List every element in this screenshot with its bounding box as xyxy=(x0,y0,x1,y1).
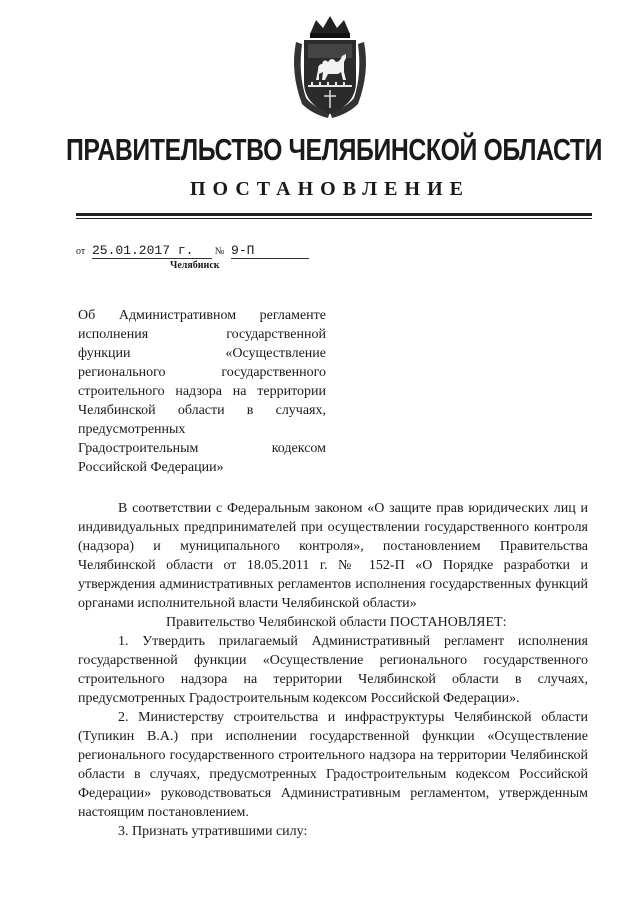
subject-line: регионального государственного xyxy=(78,365,326,380)
subject-line: Об Административном регламенте xyxy=(78,308,326,323)
government-title: ПРАВИТЕЛЬСТВО ЧЕЛЯБИНСКОЙ ОБЛАСТИ xyxy=(66,132,603,167)
document-subject xyxy=(78,306,326,477)
chelyabinsk-coat-of-arms-icon xyxy=(288,12,372,120)
resolution-item-2: 2. Министерству строительства и инфраструктуры Челябинской области (Тупикин В.А.) при исполнении государственной функции «Осуществление регионального государственного строительного надзора на территории Челябинской области в случаях, предусмотренных Градостроительным кодексом Российской Федерации» руководствоваться Административным регламентом, утвержденным настоящим постановлением. xyxy=(78,710,588,820)
subject-line: строительного надзора на территории xyxy=(78,384,326,399)
document-date: 25.01.2017 г. xyxy=(92,243,212,259)
subject-line: Российской Федерации» xyxy=(78,460,224,475)
header-divider-thin xyxy=(76,218,592,219)
subject-line: исполнения государственной xyxy=(78,327,326,342)
resolution-item-3: 3. Признать утратившими силу: xyxy=(118,824,308,839)
date-prefix: от xyxy=(76,246,86,257)
document-body xyxy=(78,499,588,841)
header-divider-thick xyxy=(76,213,592,216)
coat-of-arms-emblem xyxy=(288,12,372,120)
document-number: 9-П xyxy=(231,243,309,259)
date-number-line xyxy=(76,243,309,259)
subject-line: Градостроительным кодексом xyxy=(78,441,326,456)
resolves-statement: Правительство Челябинской области ПОСТАНОВЛЯЕТ: xyxy=(166,615,507,630)
preamble-paragraph: В соответствии с Федеральным законом «О защите прав юридических лиц и индивидуальных предпринимателей при осуществлении государственного контроля (надзора) и муниципального контроля», постановлением Правительства Челябинской области от 18.05.2011 г. № 152-П «О Порядке разработки и утверждения административных регламентов исполнения государственных функций органами исполнительной власти Челябинской области» xyxy=(78,501,588,611)
city-label: Челябинск xyxy=(170,260,220,271)
resolution-item-1: 1. Утвердить прилагаемый Административный регламент исполнения государственной функции «Осуществление регионального государственного строительного надзора на территории Челябинской области в случаях, предусмотренных Градостроительным кодексом Российской Федерации». xyxy=(78,634,588,706)
subject-line: предусмотренных xyxy=(78,422,186,437)
document-type-title: ПОСТАНОВЛЕНИЕ xyxy=(190,178,470,200)
number-prefix: № xyxy=(214,246,225,257)
subject-line: Челябинской области в случаях, xyxy=(78,403,326,418)
subject-line: функции «Осуществление xyxy=(78,346,326,361)
